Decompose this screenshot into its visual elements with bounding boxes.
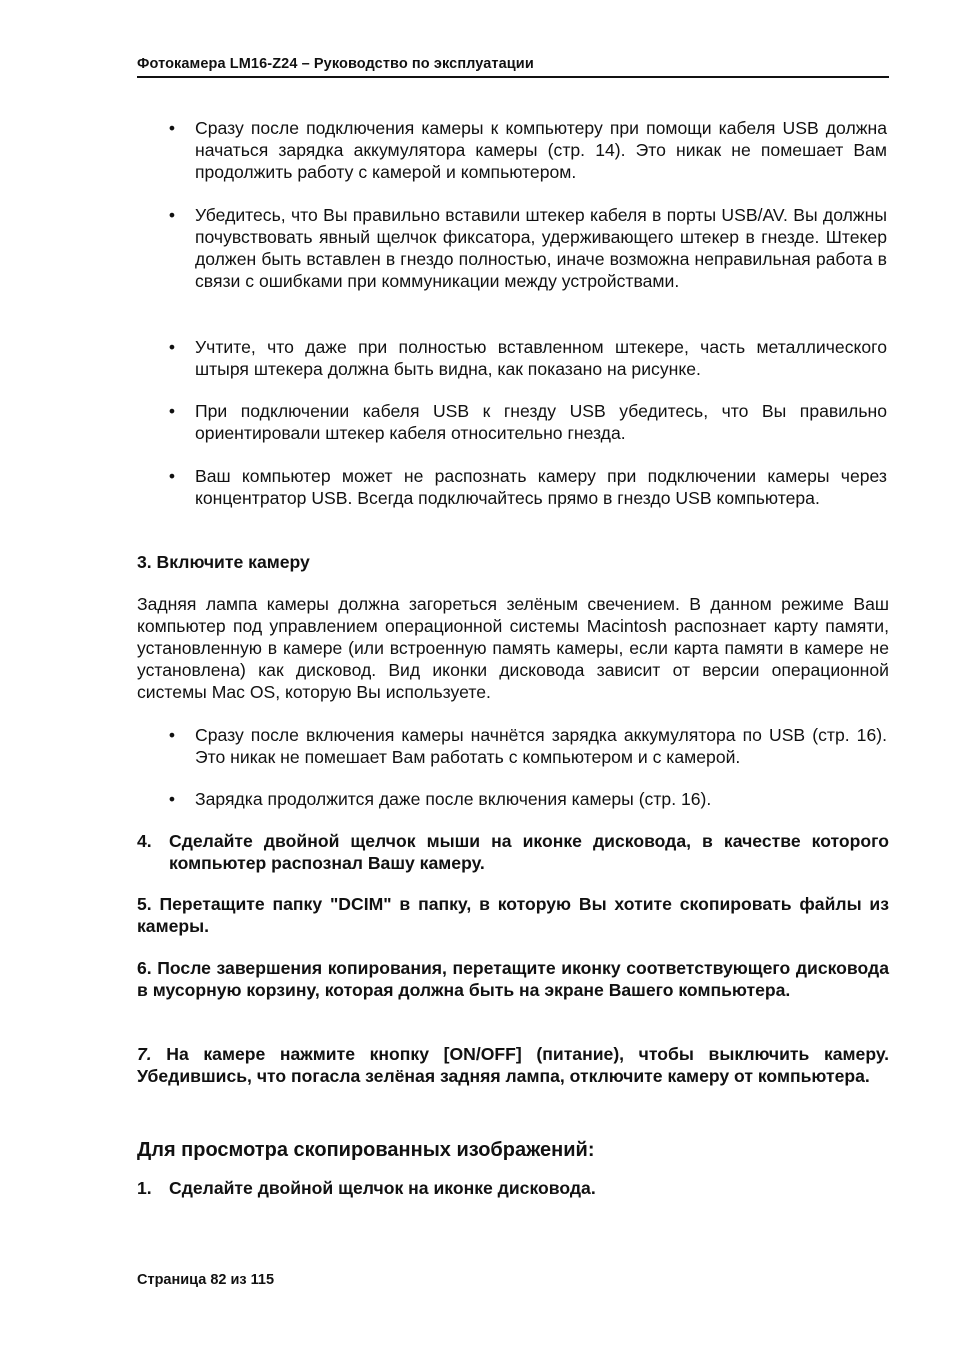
step-text: Сделайте двойной щелчок мыши на иконке дисковода, в качестве которого компьютер распознал Вашу камеру. (169, 831, 889, 873)
bullet-text: Убедитесь, что Вы правильно вставили штекер кабеля в порты USB/AV. Вы должны почувствовать явный щелчок фиксатора, удерживающего штекер в гнезде. Штекер должен быть вставлен в гнездо полностью, иначе возможна неправильная работа в связи с ошибками при коммуникации между устройствами. (195, 205, 887, 291)
bullet-icon: • (168, 205, 176, 225)
bullet-text: Учтите, что даже при полностью вставленном штекере, часть металлического штыря штекера должна быть видна, как показано на рисунке. (195, 337, 887, 379)
bullet-icon: • (168, 337, 176, 357)
section-paragraph: Задняя лампа камеры должна загореться зелёным свечением. В данном режиме Ваш компьютер под управлением операционной системы Macintosh распознает карту памяти, установленную в камере (или встроенную память камеры, если карта памяти в камере не установлена) как дисковод. Вид иконки дисковода зависит от версии операционной системы Mac OS, которую Вы используете. (137, 594, 889, 702)
step-7 (137, 1043, 889, 1087)
bullet-text: Сразу после включения камеры начнётся зарядка аккумулятора по USB (стр. 16). Это никак не помешает Вам работать с компьютером и с камерой. (195, 725, 887, 767)
bullet-icon: • (168, 118, 176, 138)
step-text: Сделайте двойной щелчок на иконке дисковода. (169, 1178, 596, 1198)
step-number: 4. (137, 831, 152, 851)
bullet-text: Ваш компьютер может не распознать камеру при подключении камеры через концентратор USB. Всегда подключайтесь прямо в гнездо USB компьютера. (195, 466, 887, 508)
step-number: 7. (137, 1044, 152, 1064)
bullet-text: Зарядка продолжится даже после включения камеры (стр. 16). (195, 789, 712, 809)
step-6: 6. После завершения копирования, перетащите иконку соответствующего дисковода в мусорную корзину, которая должна быть на экране Вашего компьютера. (137, 958, 889, 1000)
section-heading: 3. Включите камеру (137, 552, 310, 572)
bullet-text: Сразу после подключения камеры к компьютеру при помощи кабеля USB должна начаться зарядка аккумулятора камеры (стр. 14). Это никак не помешает Вам продолжить работу с камерой и компьютером. (195, 118, 887, 182)
header-rule (137, 76, 889, 78)
step-number: 1. (137, 1178, 152, 1198)
step-text: На камере нажмите кнопку [ON/OFF] (питание), чтобы выключить камеру. Убедившись, что погасла зелёная задняя лампа, отключите камеру от компьютера. (137, 1044, 889, 1086)
page-header-title: Фотокамера LM16-Z24 – Руководство по эксплуатации (137, 56, 534, 72)
bullet-icon: • (168, 401, 176, 421)
bullet-icon: • (168, 789, 176, 809)
bullet-icon: • (168, 466, 176, 486)
bullet-text: При подключении кабеля USB к гнезду USB убедитесь, что Вы правильно ориентировали штекер кабеля относительно гнезда. (195, 401, 887, 443)
step-5: 5. Перетащите папку "DCIM" в папку, в которую Вы хотите скопировать файлы из камеры. (137, 894, 889, 936)
subheading: Для просмотра скопированных изображений: (137, 1139, 595, 1161)
page-number: Страница 82 из 115 (137, 1272, 275, 1288)
document-page (137, 0, 889, 1348)
bullet-icon: • (168, 725, 176, 745)
